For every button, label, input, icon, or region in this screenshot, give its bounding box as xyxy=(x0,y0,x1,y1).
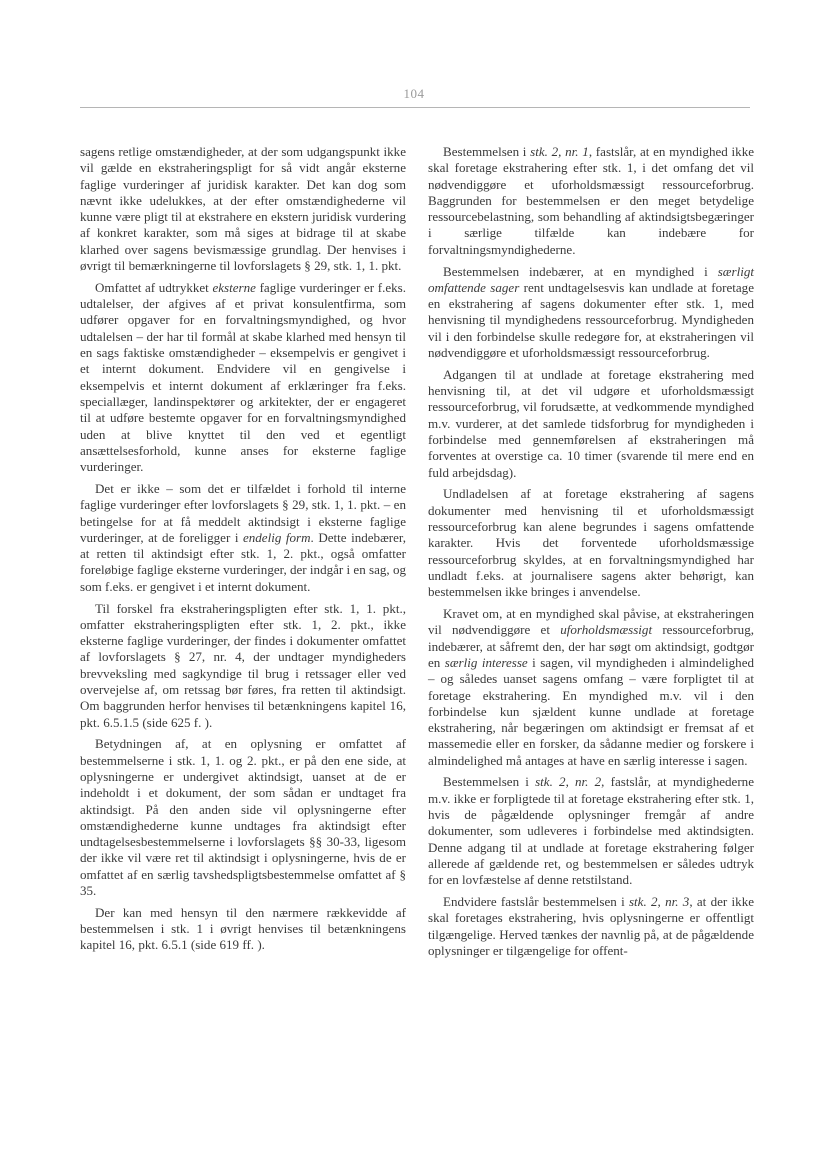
paragraph: Der kan med hensyn til den nærmere rækkevidde af bestemmelsen i stk. 1 i øvrigt henvises til betænkningens kapitel 16, pkt. 6.5.1 (side 619 ff. ). xyxy=(80,904,406,953)
emphasis: uforholdsmæssigt xyxy=(560,622,653,638)
right-column xyxy=(428,144,754,965)
paragraph: Omfattet af udtrykket eksterne faglige vurderinger er f.eks. udtalelser, der afgives af et privat konsulentfirma, som udfører opgaver for en forvaltningsmyndighed, og hvor udtalelsen – der har til formål at skabe klarhed med hensyn til en sags faktiske omstændigheder – eksempelvis er gengivet i et internt dokument. Endvidere vil en gengivelse i eksempelvis et internt dokument af erklæringer fra f.eks. speciallæger, landinspektører og arkitekter, der er engageret til at udføre bestemte opgaver for en forvaltningsmyndighed uden at blive knyttet til den ved et egentligt ansættelsesforhold, kunne anses for eksterne faglige vurderinger. xyxy=(80,279,406,475)
header-rule xyxy=(80,107,750,108)
emphasis: stk. 2, nr. 3 xyxy=(628,894,690,910)
paragraph: Adgangen til at undlade at foretage ekstrahering med henvisning til, at det vil udgøre et uforholdsmæssigt ressourceforbrug, vil forudsætte, at vedkommende myndighed m.v. vurderer, at det samlede tidsforbrug for myndigheden i forbindelse med gennemførelsen af ekstraheringen må forventes at overstige ca. 10 timer (svarende til mere end en fuld arbejdsdag). xyxy=(428,366,754,480)
emphasis: særlig interesse xyxy=(444,654,528,670)
paragraph: Bestemmelsen i stk. 2, nr. 1, fastslår, at en myndighed ikke skal foretage ekstrahering efter stk. 1, i det omfang det vil nødvendiggøre et uforholdsmæssigt ressourceforbrug. Baggrunden for bestemmelsen er den meget betydelige ressourcebelastning, som behandling af aktindsigtsbegæringer i særlige tilfælde kan indebære for forvaltningsmyndighederne. xyxy=(428,144,755,257)
page-number: 104 xyxy=(403,86,425,101)
paragraph: Til forskel fra ekstraheringspligten efter stk. 1, 1. pkt., omfatter ekstraheringspligten efter stk. 1, 2. pkt., ikke eksterne faglige vurderinger, der findes i dokumenter omfattet af lovforslagets § 27, nr. 4, der undtager myndigheders brevveksling med sagkyndige til brug i retssager eller ved overvejelse af, om retssag bør føres, fra retten til aktindsigt. Om baggrunden herfor henvises til betænkningens kapitel 16, pkt. 6.5.1.5 (side 625 f. ). xyxy=(80,600,406,730)
paragraph: Undladelsen af at foretage ekstrahering af sagens dokumenter med henvisning til et uforholdsmæssigt ressourceforbrug kan alene begrundes i sagens omfattende karakter. Hvis det forventede uforholdsmæssige ressourceforbrug skyldes, at en forvaltningsmyndighed har undladt f.eks. at journalisere sagens akter behørigt, kan bestemmelsen ikke bringes i anvendelse. xyxy=(428,486,754,600)
emphasis: eksterne xyxy=(212,279,256,295)
paragraph: Kravet om, at en myndighed skal påvise, at ekstraheringen vil nødvendiggøre et uforholdsmæssigt ressourceforbrug, indebærer, at såfremt den, der har søgt om aktindsigt, godtgør en særlig interesse i sagen, vil myndigheden i almindelighed – og således uanset sagens omfang – være forpligtet til at foretage ekstrahering. En myndighed m.v. vil i den forbindelse kun sjældent kunne undlade at foretage ekstrahering, når begæringen om aktindsigt er fremsat af et massemedie eller en forsker, da sådanne medier og forskere i almindelighed må antages at have en særlig interesse i sagen. xyxy=(428,606,755,768)
paragraph: Betydningen af, at en oplysning er omfattet af bestemmelserne i stk. 1, 1. og 2. pkt., er på den ene side, at oplysningerne er undergivet aktindsigt, uanset at de er indeholdt i et dokument, der som sådan er undtaget fra aktindsigt. På den anden side vil oplysningerne efter omstændighederne kunne undtages fra aktindsigt efter undtagelsesbestemmelserne i lovforslagets §§ 30-33, ligesom der ikke vil være ret til aktindsigt i oplysningerne, hvis de er omfattet af en særlig tavshedspligtsbestemmelse omfattet af § 35. xyxy=(80,736,406,899)
paragraph: Det er ikke – som det er tilfældet i forhold til interne faglige vurderinger efter lovforslagets § 29, stk. 1, 1. pkt. – en betingelse for at få meddelt aktindsigt i eksterne faglige vurderinger, at de foreligger i endelig form. Dette indebærer, at retten til aktindsigt efter stk. 1, 2. pkt., også omfatter foreløbige faglige eksterne vurderinger, der indgår i en sag, og som f.eks. er gengivet i et internt dokument. xyxy=(80,480,407,594)
paragraph: Endvidere fastslår bestemmelsen i stk. 2, nr. 3, at der ikke skal foretages ekstrahering, hvis oplysningerne er offentligt tilgængelige. Herved tænkes der navnlig på, at de pågældende oplysninger er tilgængelige for offent- xyxy=(428,894,755,958)
emphasis: stk. 2, nr. 2 xyxy=(535,774,602,790)
paragraph: sagens retlige omstændigheder, at der som udgangspunkt ikke vil gælde en ekstraheringspligt for så vidt angår eksterne faglige vurderinger af juridisk karakter. Det kan dog som nævnt ikke udelukkes, at der efter omstændighederne vil kunne være pligt til at ekstrahere en ekstern juridisk vurdering af konkret karakter, som må siges at bidrage til at skabe klarhed over sagens bevismæssige grundlag. Der henvises i øvrigt til bemærkningerne til lovforslagets § 29, stk. 1, 1. pkt. xyxy=(80,144,406,274)
emphasis: endelig form xyxy=(242,529,311,545)
paragraph: Bestemmelsen i stk. 2, nr. 2, fastslår, at myndighederne m.v. ikke er forpligtede til at foretage ekstrahering efter stk. 1, hvis de pågældende oplysninger fremgår af andre dokumenter, som udleveres i forbindelse med aktindsigten. Denne adgang til at undlade at foretage ekstrahering følger allerede af gældende ret, og bestemmelsen er således udtryk for en lovfæstelse af denne retstilstand. xyxy=(428,774,754,888)
paragraph: Bestemmelsen indebærer, at en myndighed i særligt omfattende sager rent undtagelsesvis kan undlade at foretage en ekstrahering af sagens dokumenter efter stk. 1, med henvisning til myndighedens ressourceforbrug. Myndigheden vil i den forbindelse skulle redegøre for, at ekstraheringen vil nødvendiggøre et uforholdsmæssigt ressourceforbrug. xyxy=(428,263,754,361)
emphasis: særligt omfattende sager xyxy=(428,263,754,295)
emphasis: stk. 2, nr. 1 xyxy=(530,144,589,159)
left-column xyxy=(80,144,406,959)
